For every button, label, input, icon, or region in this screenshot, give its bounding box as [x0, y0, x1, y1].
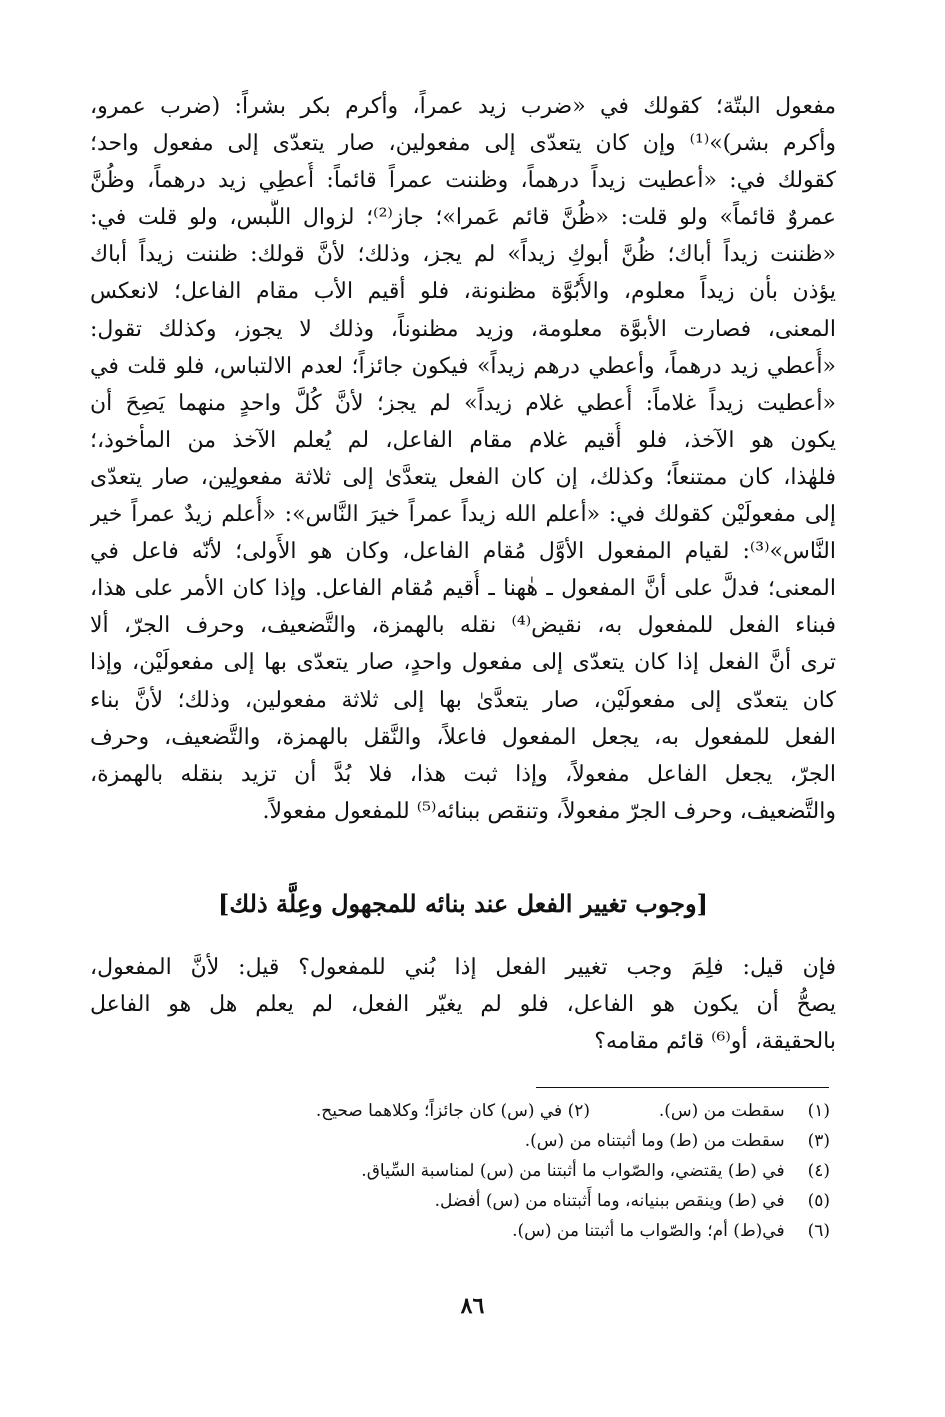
text-line: فلهٰذا، كان ممتنعاً؛ وكذلك، إن كان الفعل يتعدَّىٰ إلى ثلاثة مفعولِين، صار يتعدّى	[90, 464, 836, 490]
footnotes	[90, 1096, 830, 1246]
text-line: والتَّضعيف، وحرف الجرّ مفعولاً، وتنقص ببنائه⁽⁵⁾ للمفعول مفعولاً.	[262, 798, 836, 824]
footnote-row	[90, 1216, 830, 1246]
footnote-number: (١)	[807, 1101, 830, 1121]
text-line: النَّاس»⁽³⁾: لقيام المفعول الأوَّل مُقام الفاعل، وكان هو الأَولى؛ لأنّه فاعل في	[90, 539, 836, 565]
text-line: بالحقيقة، أو⁽⁶⁾ قائم مقامه؟	[594, 1029, 836, 1055]
text-line: فإن قيل: فلِمَ وجب تغيير الفعل إذا بُني للمفعول؟ قيل: لأنَّ المفعول،	[90, 955, 836, 980]
text-line: وأكرم بشر)»⁽¹⁾ وإن كان يتعدّى إلى مفعولين، صار يتعدّى إلى مفعول واحد؛	[90, 131, 836, 157]
footnote-row	[90, 1126, 830, 1156]
text-line: المعنى؛ فدلَّ على أنَّ المفعول ـ هٰهنا ـ أُقيم مُقام الفاعل. وإذا كان الأمر على هذا،	[90, 576, 836, 602]
footnote-text: في (ط) يقتضي، والصّواب ما أثبتنا من (س) لمناسبة السِّياق.	[361, 1161, 785, 1181]
text-line: يؤذن بأن زيداً معلوم، والأُبُوَّة مظنونة، فلو أقيم الأب مقام الفاعل؛ لانعكس	[90, 279, 836, 305]
footnote-text: في(ط) أم؛ والصّواب ما أثبتنا من (س).	[512, 1221, 785, 1241]
second-paragraph	[90, 948, 836, 1059]
footnote-number: (٥)	[807, 1191, 830, 1211]
text-line: «أُعطي زيد درهماً، وأعطي درهم زيداً» فيكون جائزاً؛ لعدم الالتباس، فلو قلت في	[90, 353, 836, 379]
footnote-text: في (ط) وينقص ببنيانه، وما أَثبتناه من (س) أفضل.	[434, 1191, 785, 1211]
text-line: مفعول البتّة؛ كقولك في «ضرب زيد عمراً، وأكرم بكر بشراً: (ضرب عمرو،	[90, 94, 836, 119]
footnote-row	[90, 1096, 830, 1126]
text-line: يكون هو الآخذ، فلو أُقيم غلام مقام الفاعل، لم يُعلم الآخذ من المأخوذ،؛	[90, 427, 836, 453]
text-line: فبناء الفعل للمفعول به، نقيض⁽⁴⁾ نقله بالهمزة، والتَّضعيف، وحرف الجرّ، ألا	[90, 613, 836, 639]
text-line: المعنى، فصارت الأبوَّة معلومة، وزيد مظنوناً، وذلك لا يجوز، وكذلك تقول:	[90, 316, 836, 342]
footnote-row	[90, 1156, 830, 1186]
footnote-text: سقطت من (س).	[658, 1101, 785, 1121]
main-paragraph	[90, 88, 836, 830]
text-line: «ظننت زيداً أباك؛ ظُنَّ أبوكِ زيداً» لم يجز، وذلك؛ لأنَّ قولك: ظننت زيداً أباك	[90, 242, 836, 268]
footnote-number: (٢)	[567, 1101, 591, 1121]
footnote-text: سقطت من (ط) وما أثبتناه من (س).	[524, 1131, 785, 1151]
text-line: إلى مفعولَيْن كقولك في: «أعلم الله زيداً عمراً خيرَ النَّاس»: «أُعلم زيدٌ عمراً خير	[90, 502, 836, 528]
section-heading: [وجوب تغيير الفعل عند بنائه للمجهول وعِلَّة ذلك]	[218, 889, 708, 918]
footnote-number: (٤)	[807, 1161, 830, 1181]
page-number: ٨٦	[460, 1293, 485, 1319]
text-line: عمروٌ قائماً» ولو قلت: «ظُنَّ قائم عَمرا»؛ جاز⁽²⁾؛ لزوال اللَّبس، ولو قلت في:	[90, 205, 836, 231]
text-line: كان يتعدّى إلى مفعولَيْن، صار يتعدَّىٰ بها إلى ثلاثة مفعولين، وذلك؛ لأنَّ بناء	[90, 687, 836, 713]
text-line: الفعل للمفعول به، يجعل المفعول فاعلاً، والنَّقل بالهمزة، والتَّضعيف، وحرف	[90, 724, 836, 750]
text-line: «أعطيت زيداً غلاماً: أُعطي غلام زيداً» لم يجز؛ لأنَّ كُلَّ واحدٍ منهما يَصِحَ أن	[90, 390, 836, 416]
footnote-row	[90, 1186, 830, 1216]
text-line: كقولك في: «أعطيت زيداً درهماً، وظننت عمراً قائماً: أُعطِي زيد درهماً، وظُنَّ	[90, 168, 836, 194]
footnote-separator	[536, 1087, 829, 1088]
text-line: الجرّ، يجعل الفاعل مفعولاً، وإذا ثبت هذا، فلا بُدَّ أن تزيد بنقله بالهمزة،	[90, 761, 836, 787]
footnote-number: (٦)	[807, 1221, 830, 1241]
text-line: ترى أنَّ الفعل إذا كان يتعدّى إلى مفعول واحدٍ، صار يتعدّى بها إلى مفعولَيْن، وإذا	[90, 650, 836, 676]
footnote-text: في (س) كان جائزاً؛ وكلاهما صحيح.	[315, 1101, 563, 1121]
footnote-number: (٣)	[807, 1131, 830, 1151]
text-line: يصحُّ أن يكون هو الفاعل، فلو لم يغيّر الفعل، لم يعلم هل هو الفاعل	[90, 992, 836, 1018]
